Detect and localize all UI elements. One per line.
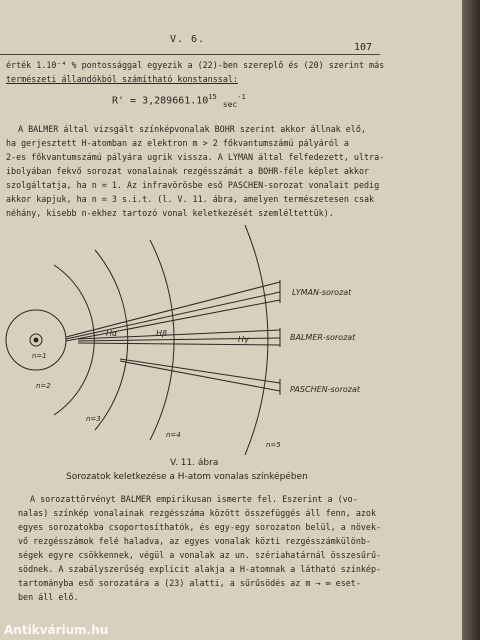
para3-line: A sorozattörvényt BALMER empirikusan ismerte fel. Eszerint a (vo-	[30, 494, 358, 504]
h-alpha-label: Hα	[106, 329, 118, 338]
figure-number: V. 11. ábra	[170, 458, 219, 468]
h-beta-label: Hβ	[156, 329, 168, 338]
para1-line1: érték 1.10⁻⁴ % pontossággal egyezik a (22)-ben szereplő és (20) szerint más	[6, 60, 385, 70]
formula-unit: sec	[222, 100, 238, 110]
chapter-header: V. 6.	[170, 34, 206, 45]
h-gamma-label: Hγ	[238, 335, 249, 344]
lyman-label: LYMAN-sorozat	[292, 288, 352, 297]
nucleus	[34, 338, 39, 343]
para3-line: nalas) színkép vonalainak rezgésszáma között összefüggés áll fenn, azok	[18, 508, 376, 518]
para2-line: néhány, kisebb n-ekhez tartozó vonal keletkezését szemléltettük).	[6, 208, 334, 218]
n2-label: n=2	[36, 382, 51, 390]
para3-line: vő rezgésszámok felé haladva, az egyes vonalak közti rezgésszámkülönb-	[18, 536, 371, 546]
rydberg-formula	[112, 93, 246, 110]
hydrogen-series-diagram	[0, 225, 462, 455]
para2-line: 2-es főkvantumszámú pályára ugrik vissza. A LYMAN által felfedezett, ultra-	[6, 152, 385, 162]
n3-label: n=3	[86, 415, 101, 423]
para2-line: ha gerjesztett H-atomban az elektron m > 2 főkvantumszámú pályáról a	[6, 138, 349, 148]
book-spine	[462, 0, 480, 640]
balmer-label: BALMER-sorozat	[290, 333, 356, 342]
para3-line: egyes sorozatokba csoportosíthatók, és egy-egy sorozaton belül, a növek-	[18, 522, 382, 532]
paschen-line	[120, 361, 280, 391]
para1-line2: természeti állandókból számítható konstanssal:	[6, 74, 238, 84]
paschen-line	[120, 359, 280, 383]
page-number: 107	[353, 42, 372, 53]
formula-unit-exp: -1	[237, 93, 246, 101]
lyman-line	[66, 282, 280, 337]
para3-line: ben áll elő.	[18, 592, 79, 602]
formula-exp: 15	[208, 93, 217, 101]
n4-label: n=4	[166, 431, 181, 439]
header-rule	[0, 54, 380, 55]
para2-line: akkor kapjuk, ha n = 3 s.i.t. (l. V. 11. ábra, amelyen természetesen csak	[6, 194, 375, 204]
para3-line: tartományba eső sorozatára a (23) alatti, a sűrűsödés az m → ∞ eset-	[18, 578, 361, 588]
para2-line: ibolyában fekvő sorozat vonalainak rezgésszámát a BOHR-féle képlet akkor	[6, 166, 370, 176]
n5-label: n=5	[266, 441, 281, 449]
orbit-n2	[54, 265, 94, 415]
para3-line: södnek. A szabályszerűség explicit alakja a H-atomnak a látható színkép-	[18, 564, 382, 574]
figure-caption: Sorozatok keletkezése a H-atom vonalas színképében	[66, 472, 308, 482]
para3-line: ségek egyre csökkennek, végül a vonalak az un. szériahatárnál összesűrű-	[18, 550, 382, 560]
formula-lhs: R' = 3,289661.10	[112, 95, 209, 107]
watermark: Antikvárium.hu	[4, 623, 109, 637]
para2-line: A BALMER által vizsgált színképvonalak BOHR szerint akkor állnak elő,	[18, 124, 366, 134]
n1-label: n=1	[32, 352, 47, 360]
balmer-line	[78, 338, 280, 341]
balmer-line	[78, 343, 280, 345]
paschen-label: PASCHEN-sorozat	[290, 385, 360, 394]
para2-line: szolgáltatja, ha n = 1. Az infravörösbe eső PASCHEN-sorozat vonalait pedig	[6, 180, 380, 190]
lyman-line	[66, 292, 280, 339]
